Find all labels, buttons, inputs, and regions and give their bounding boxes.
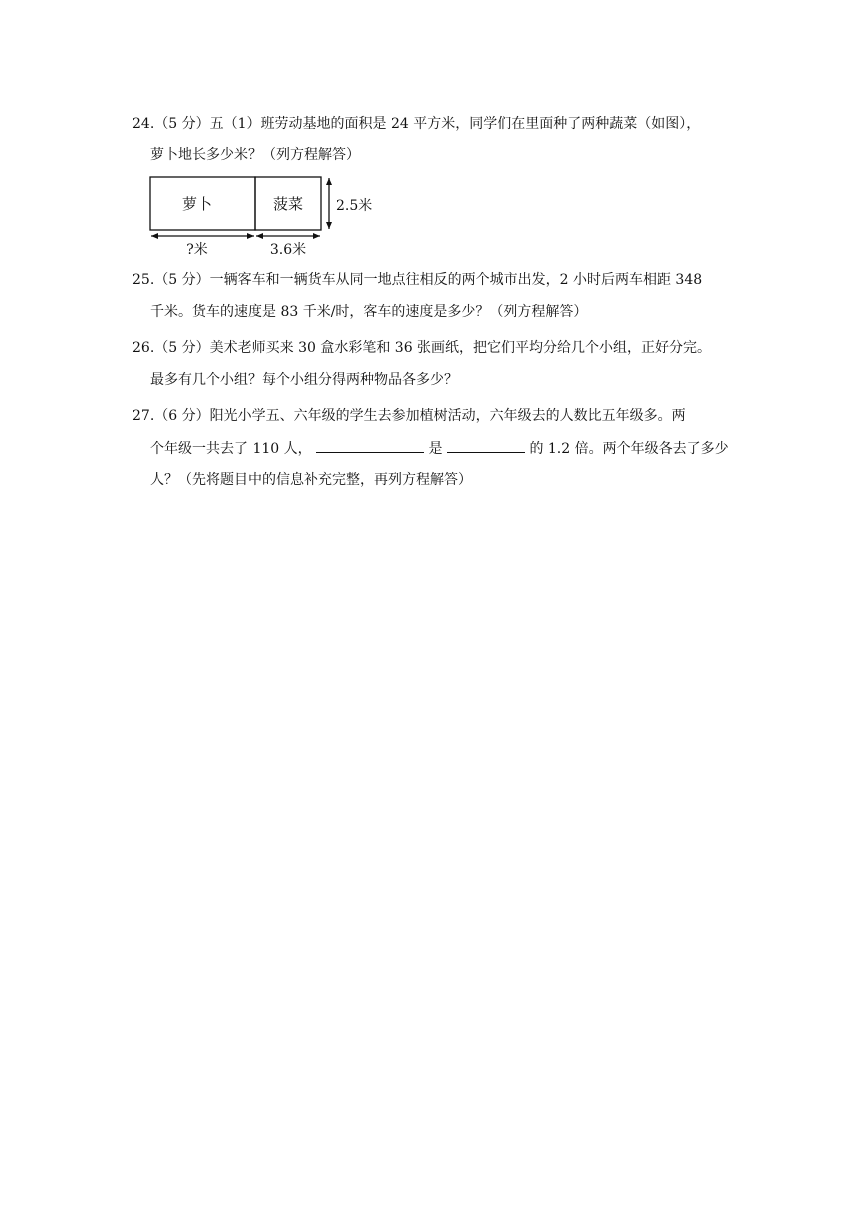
height-label: 2.5米 [336, 198, 373, 214]
question-27-line-2-start: 个年级一共去了 110 人， [150, 441, 312, 457]
question-24-line-1: 24.（5 分）五（1）班劳动基地的面积是 24 平方米，同学们在里面种了两种蔬菜（如图）， [132, 116, 701, 132]
question-24-figure [145, 172, 385, 258]
fill-blank-2[interactable] [447, 438, 525, 453]
question-27-line-2-mid: 是 [428, 441, 447, 457]
radish-label: 萝卜 [181, 195, 213, 213]
fill-blank-1[interactable] [316, 438, 424, 453]
question-24-line-2: 萝卜地长多少米？（列方程解答） [150, 147, 360, 163]
question-26-line-2: 最多有几个小组？每个小组分得两种物品各多少？ [150, 372, 458, 388]
question-27-line-2-end: 的 1.2 倍。两个年级各去了多少 [529, 441, 729, 457]
question-27-line-3: 人？（先将题目中的信息补充完整，再列方程解答） [150, 472, 472, 488]
spinach-label: 菠菜 [272, 195, 304, 213]
question-27-line-2 [150, 438, 729, 459]
question-26-line-1: 26.（5 分）美术老师买来 30 盒水彩笔和 36 张画纸，把它们平均分给几个小组，正好分完。 [132, 340, 712, 356]
question-27-line-1: 27.（6 分）阳光小学五、六年级的学生去参加植树活动，六年级去的人数比五年级多。两 [132, 408, 686, 424]
radish-width-label: ?米 [186, 242, 208, 258]
spinach-width-label: 3.6米 [269, 242, 307, 258]
question-25-line-2: 千米。货车的速度是 83 千米/时，客车的速度是多少？（列方程解答） [150, 304, 588, 320]
question-25-line-1: 25.（5 分）一辆客车和一辆货车从同一地点往相反的两个城市出发，2 小时后两车相距 348 [132, 272, 703, 288]
